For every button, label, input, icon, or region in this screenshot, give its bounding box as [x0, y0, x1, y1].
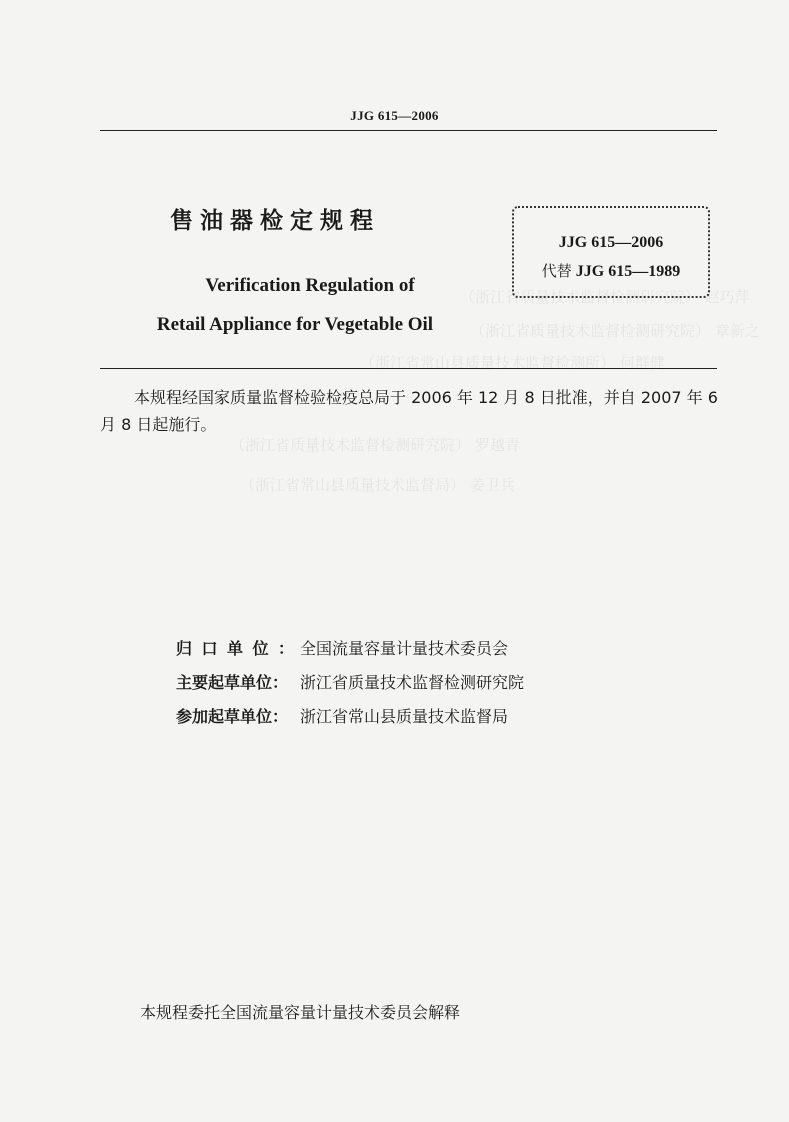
unit-row-main-drafter: [176, 671, 524, 705]
unit-label: 主要起草单位：: [176, 673, 289, 692]
unit-value: 浙江省质量技术监督检测研究院: [300, 673, 525, 692]
code-box-replaced-code: JJG 615—1989: [575, 263, 681, 280]
regulation-title-chinese: 售油器检定规程: [170, 208, 380, 234]
code-box-replaces-prefix: 代替: [541, 262, 572, 280]
unit-label: 参加起草单位：: [176, 707, 289, 726]
code-box-replaces: [514, 260, 708, 281]
unit-value: 浙江省常山县质量技术监督局: [300, 707, 509, 726]
bleed-through-text: （浙江省常山县质量技术监督局） 姜卫兵: [240, 476, 515, 494]
unit-value: 全国流量容量计量技术委员会: [300, 639, 509, 658]
interpretation-note: 本规程委托全国流量容量计量技术委员会解释: [140, 1003, 461, 1022]
title-divider-rule: [100, 368, 717, 369]
bleed-through-text: （浙江省质量技术监督检测研究院） 赵巧萍: [460, 288, 750, 306]
responsible-units: [176, 637, 524, 739]
header-code: JJG 615—2006: [350, 108, 439, 123]
bleed-through-text: （浙江省质量技术监督检测研究院） 罗越青: [230, 436, 520, 454]
approval-statement: 本规程经国家质量监督检验检疫总局于 2006 年 12 月 8 日批准，并自 2007 年 6 月 8 日起施行。: [100, 388, 718, 434]
unit-row-responsible: [176, 637, 524, 671]
regulation-title-english-line1: Verification Regulation of: [205, 275, 415, 296]
regulation-title-english-line2: Retail Appliance for Vegetable Oil: [156, 314, 434, 335]
bleed-through-text: （浙江省质量技术监督检测研究院） 章新之: [470, 322, 760, 340]
bleed-through-text: （浙江省常山县质量技术监督检测所） 何群健: [360, 354, 665, 372]
header-rule: [100, 130, 717, 131]
code-box: [512, 206, 710, 298]
unit-label: 归口单位：: [176, 639, 304, 658]
code-box-current-code: JJG 615—2006: [558, 234, 664, 251]
unit-row-participating-drafter: [176, 705, 524, 739]
